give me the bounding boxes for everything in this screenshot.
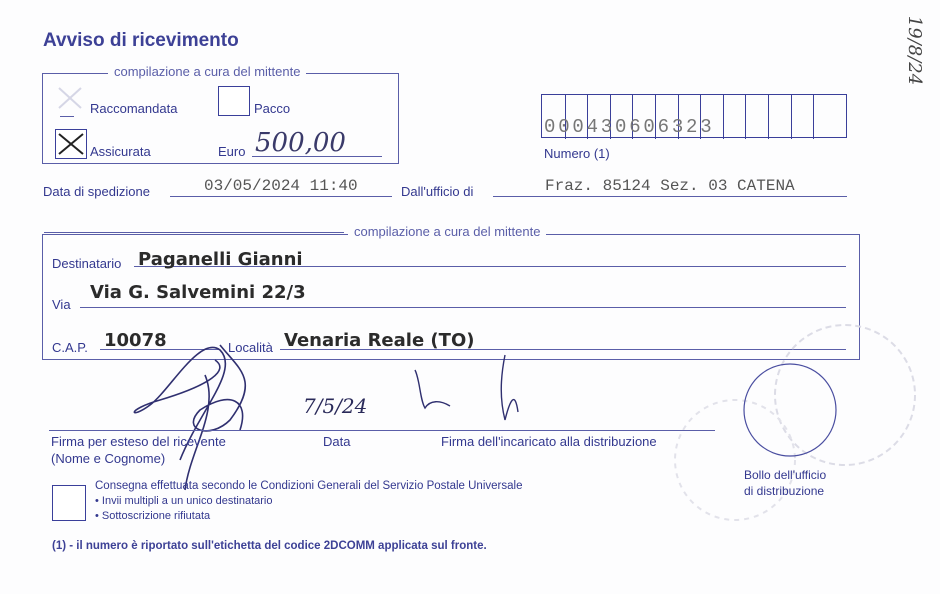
cap-label: C.A.P. [52,340,88,355]
firma-incaricato-label: Firma dell'incaricato alla distribuzione [441,434,657,449]
via-line [80,307,846,308]
localita-value: Venaria Reale (TO) [284,330,475,351]
via-value: Via G. Salvemini 22/3 [90,282,306,303]
numero-cell [791,95,814,139]
consegna-line-3: • Sottoscrizione rifiutata [95,510,211,522]
footnote: (1) - il numero è riportato sull'etichetta del codice 2DCOMM applicata sul fronte. [52,540,487,552]
raccomandata-checkbox[interactable] [55,84,85,112]
via-label: Via [52,297,71,312]
bollo-label-1: Bollo dell'ufficio [744,468,827,482]
pacco-label: Pacco [254,101,291,116]
consegna-line-1: Consegna effettuata secondo le Condizioni Generali del Servizio Postale Universale [95,480,523,492]
bollo-label-2: di distribuzione [744,484,825,498]
euro-value: 500,00 [255,128,346,158]
numero-cell [813,95,836,139]
postmark-stamp [660,320,930,530]
numero-value: 000430606323 [544,116,715,138]
localita-label: Località [228,340,273,355]
assicurata-label: Assicurata [90,144,151,159]
ufficio-label: Dall'ufficio di [401,184,474,199]
destinatario-label: Destinatario [52,256,122,271]
assicurata-checkbox[interactable] [55,129,87,159]
numero-label: Numero (1) [544,146,610,161]
ufficio-line [493,196,847,197]
ufficio-value: Fraz. 85124 Sez. 03 CATENA [545,177,795,195]
numero-cell [723,95,746,139]
raccomandata-underline [60,116,74,117]
destinatario-value: Paganelli Gianni [138,249,303,270]
cap-value: 10078 [104,330,167,351]
consegna-checkbox[interactable] [52,485,86,521]
x-mark-icon [56,130,86,158]
pacco-checkbox[interactable] [218,86,250,116]
signatures-line [49,430,715,431]
margin-note: 19/8/24 [904,15,926,86]
data-spedizione-value: 03/05/2024 11:40 [204,177,358,195]
data-handwritten: 7/5/24 [303,394,368,418]
firma-ricevente-label-2: (Nome e Cognome) [51,451,166,466]
sender-section-1-legend: compilazione a cura del mittente [108,64,306,79]
page-title: Avviso di ricevimento [43,30,239,51]
sender-section-2-legend: compilazione a cura del mittente [348,224,546,239]
faded-x-icon [55,84,85,112]
numero-cell [768,95,791,139]
raccomandata-label: Raccomandata [90,101,178,116]
data-spedizione-label: Data di spedizione [43,184,150,199]
section-2-top-left-line [44,232,344,233]
euro-label: Euro [218,144,246,159]
data-label: Data [323,434,351,449]
data-spedizione-line [170,196,392,197]
consegna-line-2: • Invii multipli a un unico destinatario [95,495,273,507]
firma-ricevente-label-1: Firma per esteso del ricevente [51,434,226,449]
numero-cell [745,95,768,139]
